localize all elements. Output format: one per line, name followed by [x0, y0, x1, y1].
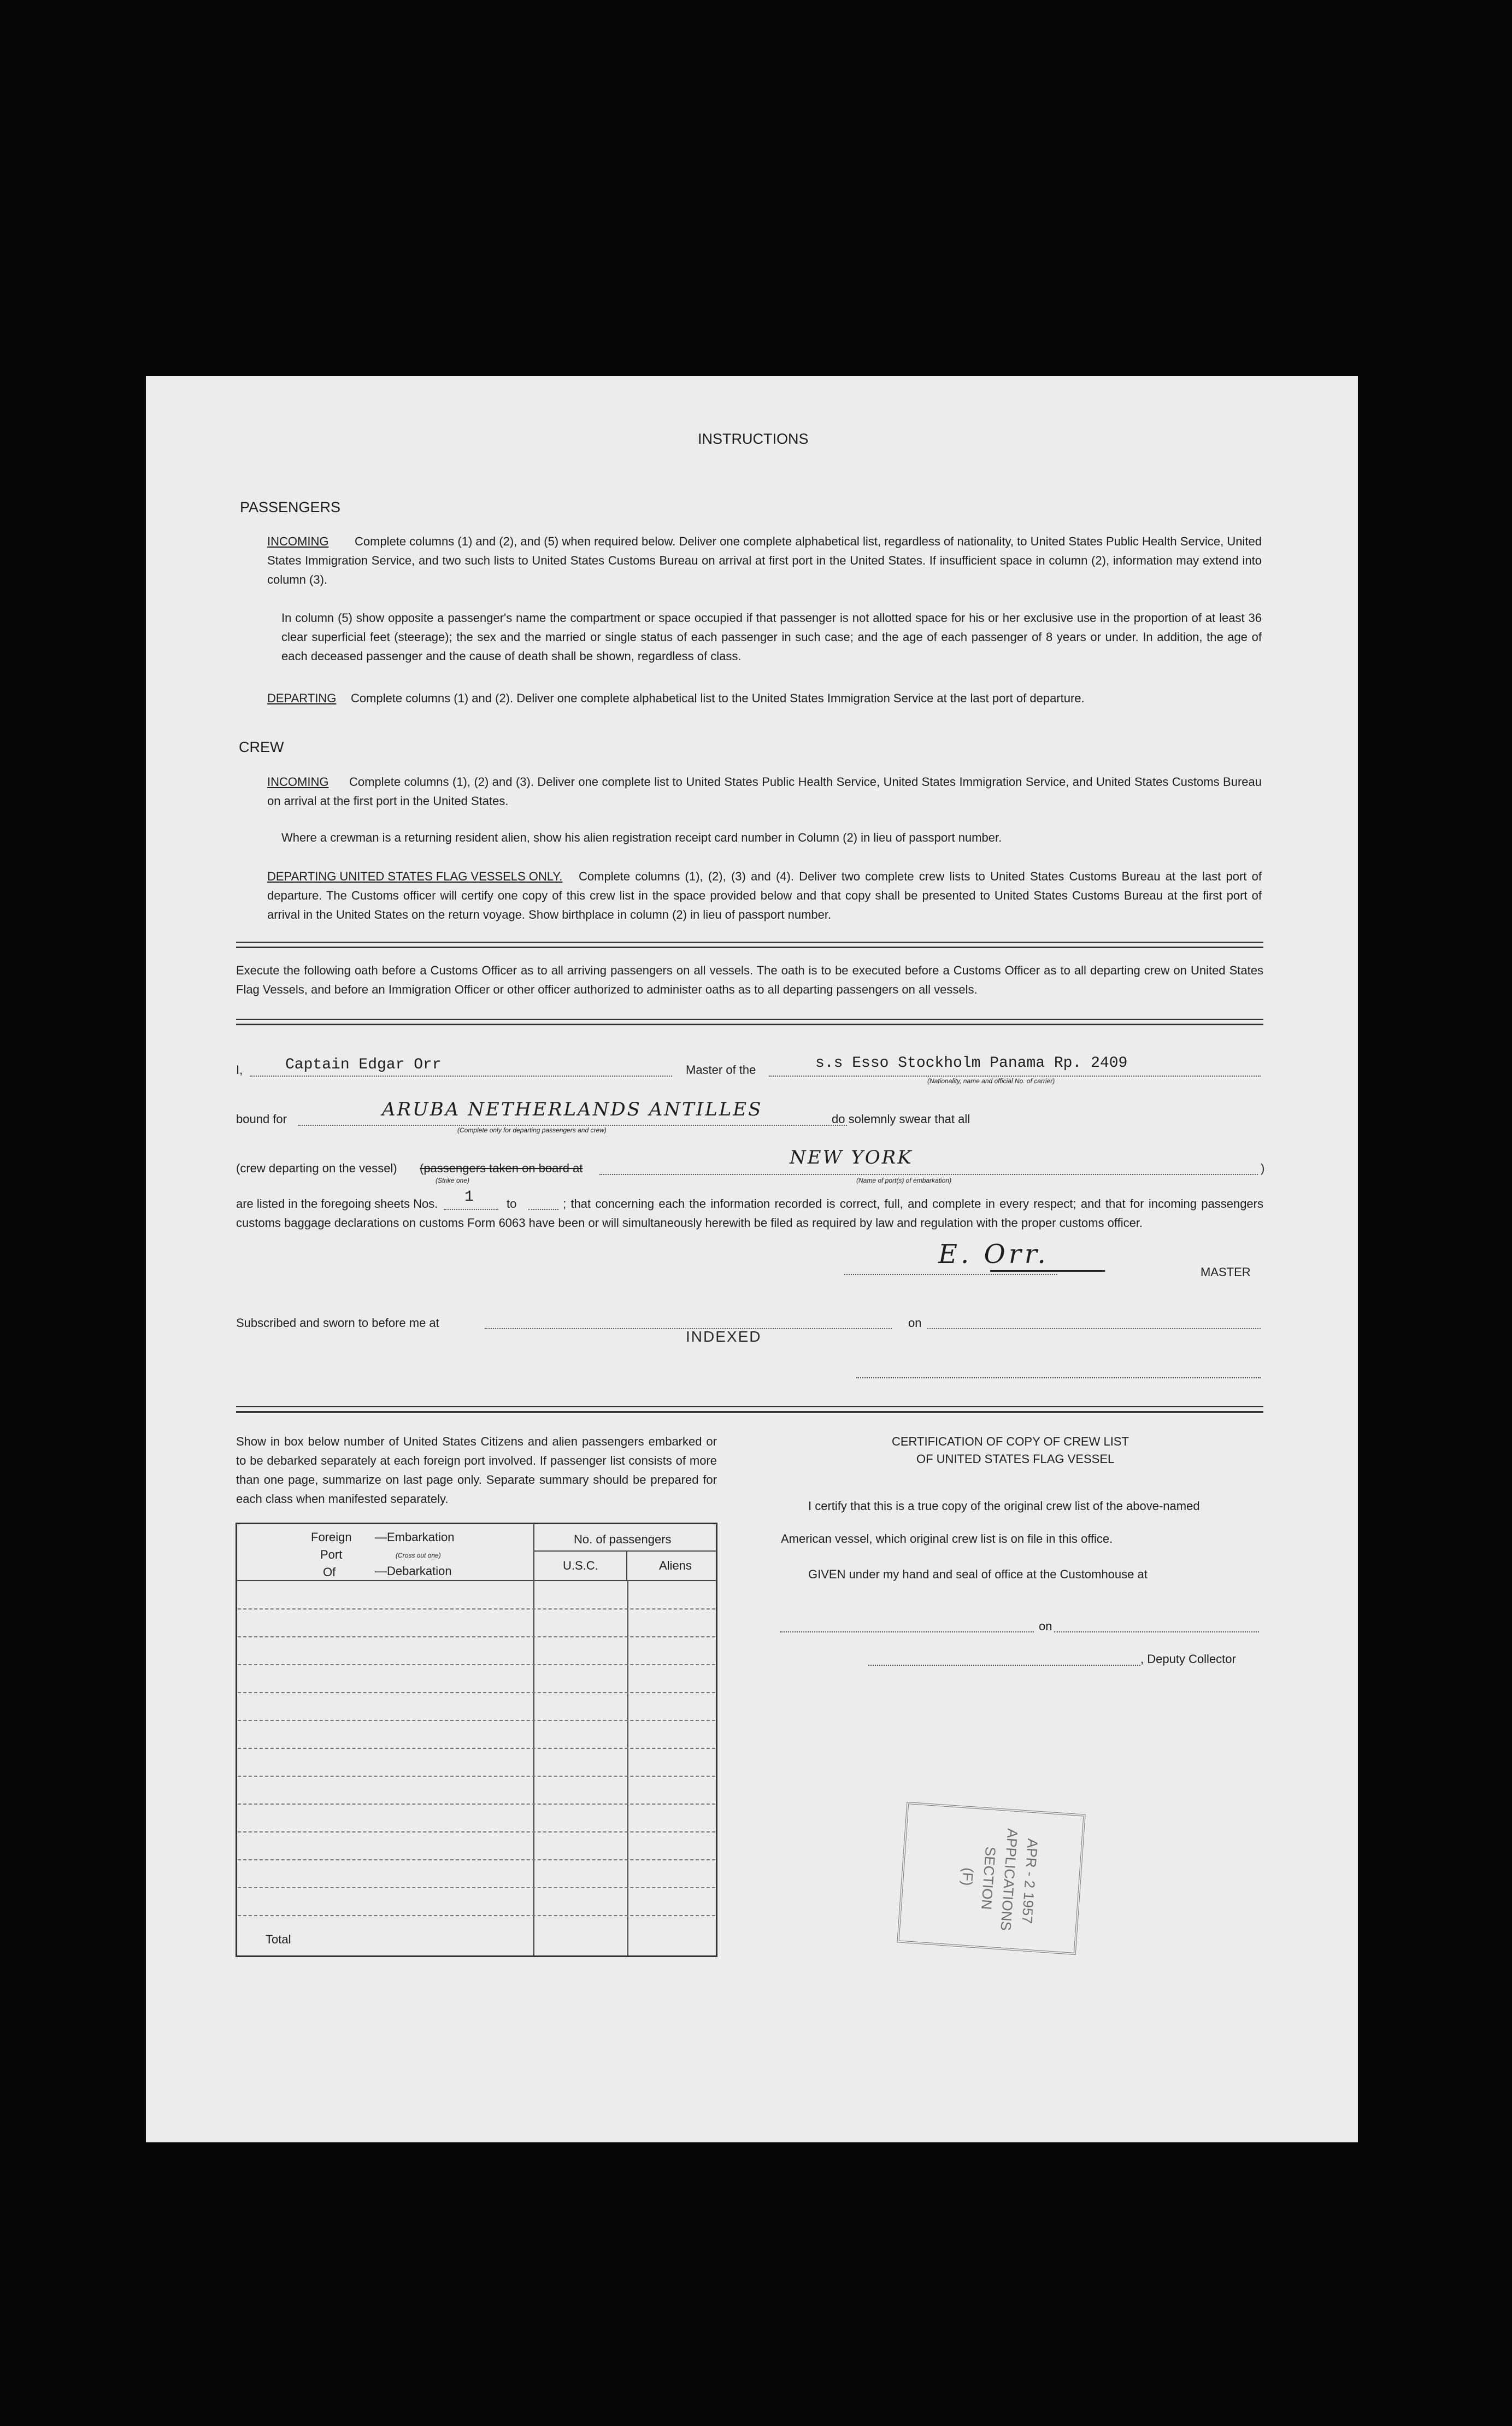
crew-departing-label: DEPARTING UNITED STATES FLAG VESSELS ONLY.	[267, 870, 563, 883]
summary-row-line	[238, 1887, 715, 1888]
certify-line2: American vessel, which original crew list is on file in this office.	[781, 1532, 1113, 1546]
swear-text: do solemnly swear that all	[832, 1112, 970, 1126]
summary-row-line	[238, 1636, 715, 1637]
master-of-label: Master of the	[686, 1063, 756, 1077]
dotted-line	[856, 1377, 1261, 1378]
sheet-from: 1	[464, 1189, 474, 1206]
crew-departing-option: (crew departing on the vessel)	[236, 1161, 397, 1175]
certify-line1: I certify that this is a true copy of the original crew list of the above-named	[808, 1499, 1200, 1513]
port-label: Port	[320, 1548, 343, 1561]
port-of-embarkation: NEW YORK	[790, 1147, 913, 1168]
dotted-line	[780, 1631, 1034, 1632]
column-divider	[626, 1550, 627, 1581]
given-text: GIVEN under my hand and seal of office at the Customhouse at	[808, 1567, 1148, 1581]
summary-row-line	[238, 1720, 715, 1721]
port-note: (Name of port(s) of embarkation)	[856, 1177, 952, 1184]
summary-row-line	[238, 1608, 715, 1609]
indexed-stamp: INDEXED	[686, 1328, 762, 1345]
on-label: on	[908, 1316, 922, 1330]
usc-header: U.S.C.	[563, 1559, 598, 1572]
signature-stroke	[990, 1270, 1105, 1272]
double-rule	[236, 1019, 1263, 1025]
vessel-name: s.s Esso Stockholm Panama Rp. 2409	[815, 1055, 1128, 1072]
crew-incoming-label: INCOMING	[267, 775, 329, 789]
no-of-passengers-label: No. of passengers	[574, 1532, 672, 1546]
total-label: Total	[266, 1932, 291, 1946]
summary-row-line	[238, 1776, 715, 1777]
passenger-summary-table	[236, 1523, 717, 1957]
to-label: to	[507, 1197, 517, 1211]
subscribed-label: Subscribed and sworn to before me at	[236, 1316, 439, 1330]
stamp-date: APR - 2 1957	[1019, 1838, 1042, 1924]
port-header-cell	[237, 1524, 534, 1581]
strike-note: (Strike one)	[436, 1177, 470, 1184]
destination-note: (Complete only for departing passengers and crew)	[457, 1126, 607, 1134]
passengers-departing-label: DEPARTING	[267, 691, 337, 705]
summary-row-line	[238, 1915, 715, 1916]
close-paren: )	[1261, 1161, 1265, 1175]
summary-row-line	[238, 1692, 715, 1693]
listed-text: ; that concerning each the information recorded is correct, full, and complete in every respect; and that for incoming passengers customs baggage declarations on customs Form 6063 have been or will simultaneously herewith be filed as required by law and regulation with the proper customs officer.	[236, 1197, 1263, 1230]
dotted-line	[250, 1076, 672, 1077]
embarkation-option: —Embarkation	[375, 1530, 455, 1544]
crew-heading: CREW	[239, 739, 284, 755]
master-name: Captain Edgar Orr	[285, 1056, 442, 1073]
bound-for-label: bound for	[236, 1112, 287, 1126]
stamp-section: APPLICATIONS SECTION	[978, 1828, 1021, 1931]
dotted-line	[868, 1665, 1140, 1666]
summary-instructions: Show in box below number of United States Citizens and alien passengers embarked or to be debarked separately at each foreign port involved. If passenger list consists of more than one page, summarize on last page only. Separate summary should be prepared for each class when manifested separately.	[236, 1435, 717, 1506]
summary-row-line	[238, 1831, 715, 1832]
summary-row-line	[238, 1748, 715, 1749]
stamp-code: (F)	[958, 1867, 977, 1887]
double-rule	[236, 942, 1263, 948]
crew-resident-text: Where a crewman is a returning resident alien, show his alien registration receipt card number in Column (2) in lieu of passport number.	[281, 831, 1002, 844]
certification-title-line2: OF UNITED STATES FLAG VESSEL	[916, 1452, 1115, 1466]
dotted-line	[1054, 1631, 1259, 1632]
deputy-collector: , Deputy Collector	[1140, 1652, 1236, 1666]
passengers-heading: PASSENGERS	[240, 499, 341, 515]
aliens-header: Aliens	[659, 1559, 692, 1572]
passenger-count-header	[534, 1524, 717, 1581]
master-label: MASTER	[1201, 1265, 1251, 1279]
debarkation-option: —Debarkation	[375, 1564, 452, 1578]
summary-row-line	[238, 1804, 715, 1805]
crew-departing-text: Complete columns (1), (2), (3) and (4). Deliver two complete crew lists to United States Customs Bureau at the last port of departure. The Customs officer will certify one copy of this crew list in the space provided below and that copy shall be presented to United States Customs Bureau at the first port of arrival in the United States on the return voyage. Show birthplace in column (2) in lieu of passport number.	[267, 870, 1262, 921]
certification-on-label: on	[1039, 1619, 1052, 1633]
master-signature: E. Orr.	[938, 1239, 1049, 1270]
header-divider	[534, 1550, 716, 1552]
dotted-line	[927, 1328, 1261, 1329]
double-rule	[236, 1406, 1263, 1413]
passengers-column5-text: In column (5) show opposite a passenger's name the compartment or space occupied if that passenger is not allotted space for his or her exclusive use in the proportion of at least 36 clear superficial feet (steerage); the sex and the married or single status of each passenger in such case; and the age of each passenger of 8 years or under. In addition, the age of each deceased passenger and the cause of death shall be shown, regardless of class.	[281, 611, 1262, 663]
passengers-incoming-text: Complete columns (1) and (2), and (5) when required below. Deliver one complete alphabetical list, regardless of nationality, to United States Public Health Service, United States Immigration Service, and two such lists to United States Customs Bureau on arrival at first port in the United States. If insufficient space in column (2), information may extend into column (3).	[267, 534, 1262, 586]
oath-intro: Execute the following oath before a Customs Officer as to all arriving passengers on all vessels. The oath is to be executed before a Customs Officer as to all departing crew on United States Flag Vessels, and before an Immigration Officer or other officer authorized to administer oaths as to all departing passengers on all vessels.	[236, 964, 1263, 996]
cross-out-note: (Cross out one)	[396, 1552, 441, 1559]
of-label: Of	[323, 1565, 336, 1579]
received-stamp	[897, 1802, 1085, 1955]
dotted-line	[599, 1174, 1258, 1175]
listed-prefix: are listed in the foregoing sheets Nos.	[236, 1197, 438, 1211]
destination: ARUBA NETHERLANDS ANTILLES	[382, 1099, 763, 1120]
vessel-note: (Nationality, name and official No. of carrier)	[927, 1077, 1055, 1085]
summary-row-line	[238, 1664, 715, 1665]
passengers-departing-text: Complete columns (1) and (2). Deliver one complete alphabetical list to the United States Immigration Service at the last port of departure.	[351, 691, 1085, 705]
passengers-incoming-label: INCOMING	[267, 534, 329, 548]
certification-title-line1: CERTIFICATION OF COPY OF CREW LIST	[892, 1435, 1129, 1448]
document-sheet	[146, 376, 1358, 2142]
summary-row-line	[238, 1859, 715, 1860]
page-title: INSTRUCTIONS	[698, 431, 809, 447]
foreign-label: Foreign	[311, 1530, 352, 1544]
crew-incoming-text: Complete columns (1), (2) and (3). Deliver one complete list to United States Public Health Service, United States Immigration Service, and United States Customs Bureau on arrival at the first port in the United States.	[267, 775, 1262, 808]
signature-line	[844, 1274, 1057, 1275]
dotted-line	[769, 1076, 1261, 1077]
i-label: I,	[236, 1063, 243, 1077]
passengers-taken-option: (passengers taken on board at	[420, 1161, 583, 1175]
dotted-line	[298, 1125, 847, 1126]
